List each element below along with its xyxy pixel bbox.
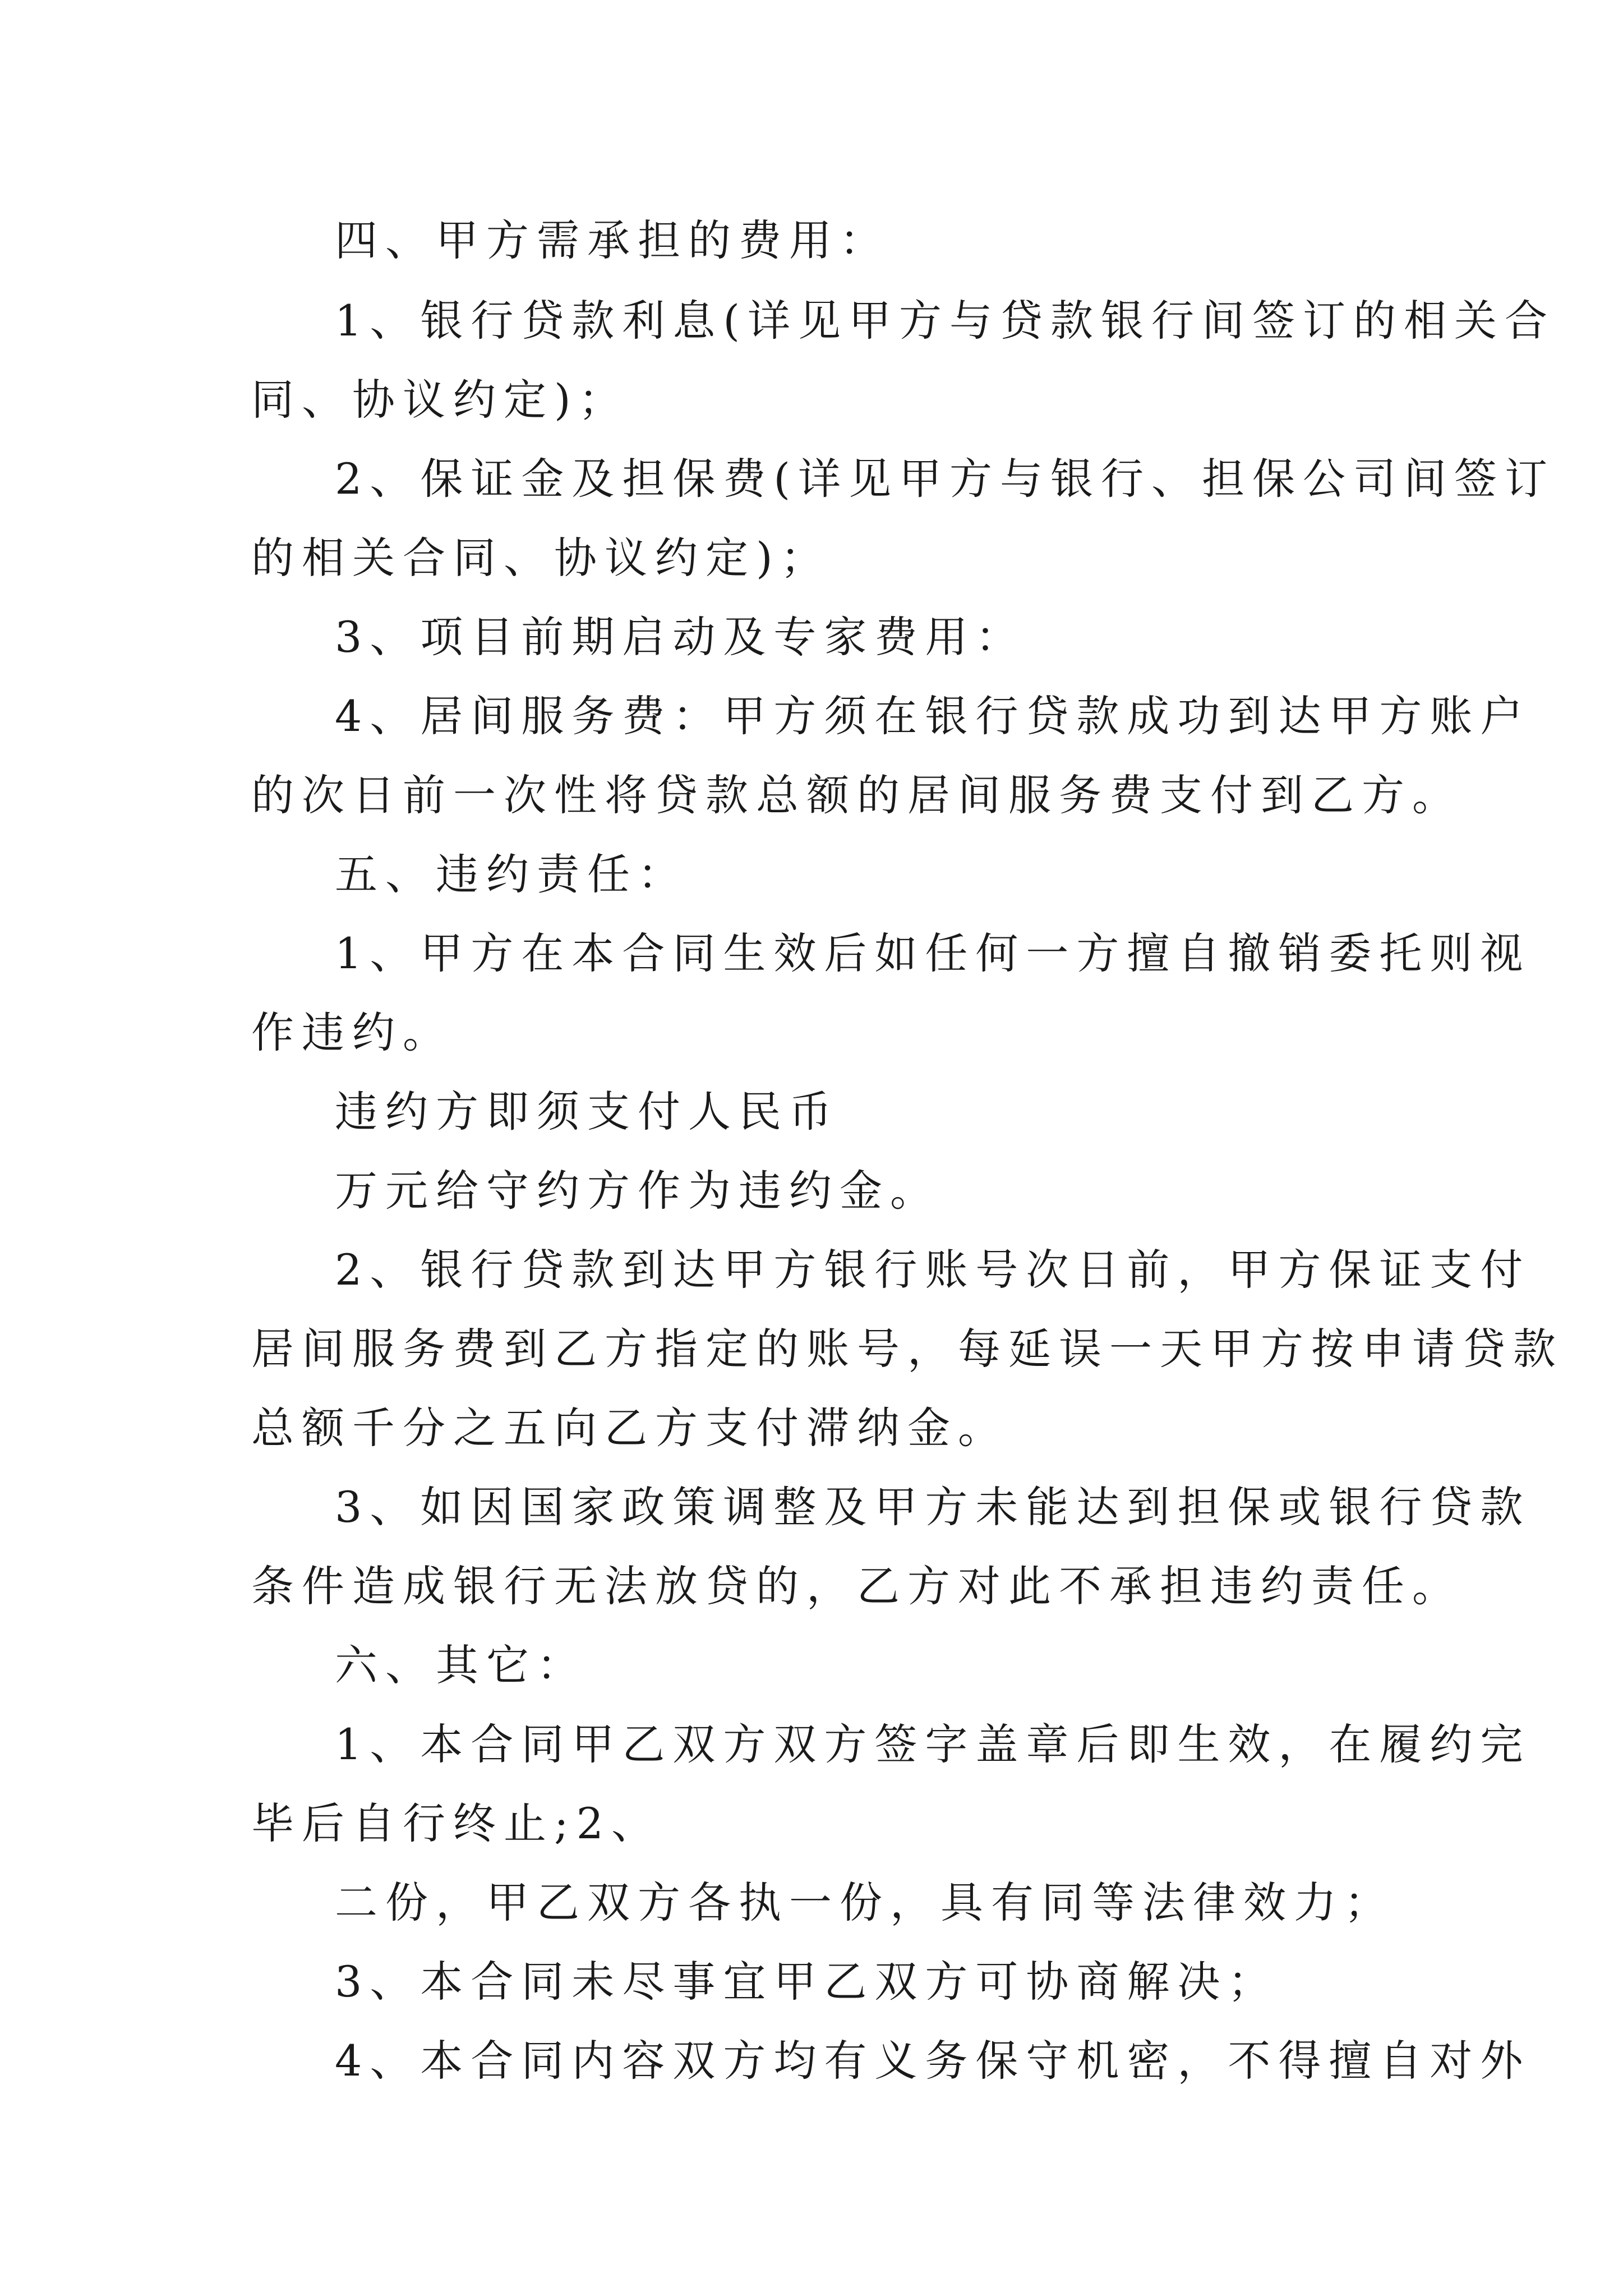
- paragraph-line: 4、居间服务费：甲方须在银行贷款成功到达甲方账户: [335, 691, 1531, 741]
- paragraph-line: 作违约。: [251, 1007, 453, 1057]
- paragraph-line: 3、项目前期启动及专家费用：: [335, 612, 1026, 662]
- paragraph-line: 3、如因国家政策调整及甲方未能达到担保或银行贷款: [335, 1482, 1531, 1532]
- paragraph-line: 同、协议约定)；: [251, 375, 629, 425]
- paragraph-line: 4、本合同内容双方均有义务保守机密，不得擅自对外: [335, 2036, 1531, 2086]
- paragraph-line: 居间服务费到乙方指定的账号，每延误一天甲方按申请贷款: [251, 1324, 1564, 1374]
- paragraph-line: 条件造成银行无法放贷的，乙方对此不承担违约责任。: [251, 1561, 1463, 1611]
- paragraph-line: 毕后自行终止;2、: [251, 1798, 662, 1848]
- paragraph-line: 的次日前一次性将贷款总额的居间服务费支付到乙方。: [251, 770, 1463, 820]
- paragraph-line: 万元给守约方作为违约金。: [335, 1166, 940, 1216]
- paragraph-line: 1、本合同甲乙双方双方签字盖章后即生效，在履约完: [335, 1719, 1531, 1769]
- paragraph-line: 3、本合同未尽事宜甲乙双方可协商解决；: [335, 1957, 1279, 2007]
- paragraph-line: 违约方即须支付人民币: [335, 1087, 840, 1137]
- section-heading-liability: 五、违约责任：: [335, 849, 688, 899]
- paragraph-line: 总额千分之五向乙方支付滞纳金。: [251, 1403, 1008, 1453]
- paragraph-line: 1、甲方在本合同生效后如任何一方擅自撤销委托则视: [335, 928, 1531, 978]
- section-heading-other: 六、其它：: [335, 1640, 587, 1690]
- paragraph-line: 2、银行贷款到达甲方银行账号次日前，甲方保证支付: [335, 1245, 1531, 1295]
- paragraph-line: 2、保证金及担保费(详见甲方与银行、担保公司间签订: [335, 454, 1556, 504]
- paragraph-line: 1、银行贷款利息(详见甲方与贷款银行间签订的相关合: [335, 296, 1556, 346]
- section-heading-fees: 四、甲方需承担的费用：: [335, 215, 890, 265]
- paragraph-line: 二份，甲乙双方各执一份，具有同等法律效力；: [335, 1878, 1395, 1927]
- paragraph-line: 的相关合同、协议约定)；: [251, 533, 831, 583]
